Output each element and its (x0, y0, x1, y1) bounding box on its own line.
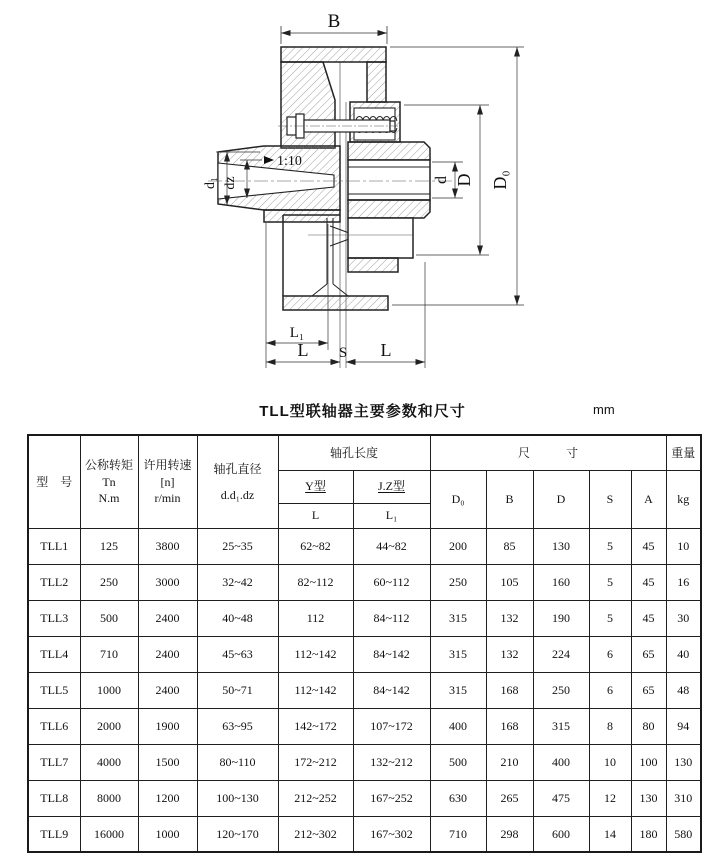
value-cell: 16000 (80, 816, 138, 852)
value-cell: 310 (666, 780, 701, 816)
table-row (28, 744, 701, 780)
col-header-bore-dia: 轴孔直径 d.d₁.dz (197, 435, 278, 528)
value-cell: 315 (533, 708, 589, 744)
col-header-weight: 重量 (666, 435, 701, 470)
col-header-A: A (631, 470, 666, 528)
col-header-S: S (589, 470, 631, 528)
value-cell: 45~63 (197, 636, 278, 672)
value-cell: 132 (486, 636, 533, 672)
value-cell: 2400 (138, 672, 197, 708)
dim-label-L1: L₁ (289, 325, 305, 341)
table-row (28, 564, 701, 600)
value-cell: 200 (430, 528, 486, 564)
value-cell: 60~112 (353, 564, 430, 600)
part-gap-lines (340, 62, 346, 368)
unit-label: mm (593, 402, 615, 417)
coupling-cross-section-drawing (0, 0, 725, 398)
value-cell: 710 (80, 636, 138, 672)
value-cell: 167~252 (353, 780, 430, 816)
value-cell: 107~172 (353, 708, 430, 744)
model-cell: TLL1 (28, 528, 80, 564)
value-cell: 132 (486, 600, 533, 636)
table-row (28, 636, 701, 672)
value-cell: 3000 (138, 564, 197, 600)
value-cell: 8 (589, 708, 631, 744)
value-cell: 500 (430, 744, 486, 780)
value-cell: 1200 (138, 780, 197, 816)
value-cell: 224 (533, 636, 589, 672)
value-cell: 600 (533, 816, 589, 852)
table-header (28, 435, 701, 528)
model-cell: TLL2 (28, 564, 80, 600)
value-cell: 80 (631, 708, 666, 744)
col-header-kg: kg (666, 470, 701, 528)
page-title: TLL型联轴器主要参数和尺寸 (259, 403, 466, 420)
value-cell: 1900 (138, 708, 197, 744)
title-row (0, 400, 725, 426)
value-cell: 2000 (80, 708, 138, 744)
value-cell: 168 (486, 708, 533, 744)
value-cell: 132~212 (353, 744, 430, 780)
value-cell: 25~35 (197, 528, 278, 564)
value-cell: 30 (666, 600, 701, 636)
dim-label-D: D (454, 173, 474, 187)
value-cell: 5 (589, 600, 631, 636)
value-cell: 130 (666, 744, 701, 780)
table-row (28, 816, 701, 852)
col-header-D0: D₀ (430, 470, 486, 528)
value-cell: 10 (666, 528, 701, 564)
dim-label-L-right: L (380, 340, 392, 360)
col-header-torque: 公称转矩 Tn N.m (80, 435, 138, 528)
value-cell: 5 (589, 564, 631, 600)
col-header-dimensions: 尺 寸 (430, 435, 666, 470)
col-header-L1: L₁ (353, 503, 430, 528)
value-cell: 6 (589, 672, 631, 708)
value-cell: 8000 (80, 780, 138, 816)
dim-label-D0: D₀ (490, 170, 510, 190)
col-header-speed: 许用转速 [n] r/min (138, 435, 197, 528)
value-cell: 48 (666, 672, 701, 708)
model-cell: TLL4 (28, 636, 80, 672)
table-row (28, 600, 701, 636)
table-body (28, 528, 701, 852)
value-cell: 172~212 (278, 744, 353, 780)
value-cell: 167~302 (353, 816, 430, 852)
col-header-L: L (278, 503, 353, 528)
value-cell: 40~48 (197, 600, 278, 636)
value-cell: 2400 (138, 600, 197, 636)
value-cell: 80~110 (197, 744, 278, 780)
table-row (28, 528, 701, 564)
value-cell: 265 (486, 780, 533, 816)
value-cell: 212~252 (278, 780, 353, 816)
col-header-bore-length: 轴孔长度 (278, 435, 430, 470)
col-header-jz-type: J.Z型 (353, 470, 430, 503)
dim-label-d: d (433, 176, 450, 184)
value-cell: 168 (486, 672, 533, 708)
value-cell: 12 (589, 780, 631, 816)
value-cell: 82~112 (278, 564, 353, 600)
value-cell: 44~82 (353, 528, 430, 564)
value-cell: 142~172 (278, 708, 353, 744)
value-cell: 85 (486, 528, 533, 564)
col-header-model: 型 号 (28, 435, 80, 528)
value-cell: 315 (430, 600, 486, 636)
value-cell: 45 (631, 600, 666, 636)
table-row (28, 672, 701, 708)
value-cell: 580 (666, 816, 701, 852)
value-cell: 65 (631, 672, 666, 708)
value-cell: 10 (589, 744, 631, 780)
value-cell: 40 (666, 636, 701, 672)
value-cell: 500 (80, 600, 138, 636)
value-cell: 5 (589, 528, 631, 564)
value-cell: 250 (430, 564, 486, 600)
col-header-B: B (486, 470, 533, 528)
value-cell: 400 (533, 744, 589, 780)
model-cell: TLL5 (28, 672, 80, 708)
dim-label-S: S (338, 345, 348, 361)
dim-label-L-left: L (297, 340, 309, 360)
value-cell: 3800 (138, 528, 197, 564)
value-cell: 100 (631, 744, 666, 780)
value-cell: 130 (533, 528, 589, 564)
model-cell: TLL3 (28, 600, 80, 636)
value-cell: 210 (486, 744, 533, 780)
dim-label-dz: dz (223, 176, 238, 190)
value-cell: 1000 (80, 672, 138, 708)
value-cell: 250 (533, 672, 589, 708)
model-cell: TLL7 (28, 744, 80, 780)
value-cell: 212~302 (278, 816, 353, 852)
value-cell: 84~142 (353, 636, 430, 672)
value-cell: 84~142 (353, 672, 430, 708)
parameters-table (27, 434, 702, 853)
value-cell: 298 (486, 816, 533, 852)
value-cell: 100~130 (197, 780, 278, 816)
value-cell: 630 (430, 780, 486, 816)
value-cell: 4000 (80, 744, 138, 780)
value-cell: 190 (533, 600, 589, 636)
value-cell: 105 (486, 564, 533, 600)
value-cell: 63~95 (197, 708, 278, 744)
right-hub (348, 142, 430, 272)
value-cell: 50~71 (197, 672, 278, 708)
value-cell: 180 (631, 816, 666, 852)
value-cell: 6 (589, 636, 631, 672)
value-cell: 14 (589, 816, 631, 852)
value-cell: 710 (430, 816, 486, 852)
taper-label: 1:10 (277, 154, 302, 169)
value-cell: 130 (631, 780, 666, 816)
value-cell: 250 (80, 564, 138, 600)
value-cell: 62~82 (278, 528, 353, 564)
value-cell: 32~42 (197, 564, 278, 600)
value-cell: 45 (631, 528, 666, 564)
value-cell: 84~112 (353, 600, 430, 636)
value-cell: 400 (430, 708, 486, 744)
value-cell: 315 (430, 672, 486, 708)
col-header-D: D (533, 470, 589, 528)
model-cell: TLL6 (28, 708, 80, 744)
value-cell: 315 (430, 636, 486, 672)
value-cell: 120~170 (197, 816, 278, 852)
value-cell: 112~142 (278, 636, 353, 672)
value-cell: 160 (533, 564, 589, 600)
col-header-y-type: Y型 (278, 470, 353, 503)
table-row (28, 708, 701, 744)
value-cell: 475 (533, 780, 589, 816)
value-cell: 2400 (138, 636, 197, 672)
dim-label-B: B (327, 11, 341, 32)
value-cell: 1500 (138, 744, 197, 780)
value-cell: 1000 (138, 816, 197, 852)
dim-label-d1: d₁ (203, 177, 218, 189)
value-cell: 94 (666, 708, 701, 744)
value-cell: 112~142 (278, 672, 353, 708)
value-cell: 125 (80, 528, 138, 564)
value-cell: 45 (631, 564, 666, 600)
value-cell: 65 (631, 636, 666, 672)
model-cell: TLL9 (28, 816, 80, 852)
model-cell: TLL8 (28, 780, 80, 816)
value-cell: 112 (278, 600, 353, 636)
table-row (28, 780, 701, 816)
value-cell: 16 (666, 564, 701, 600)
